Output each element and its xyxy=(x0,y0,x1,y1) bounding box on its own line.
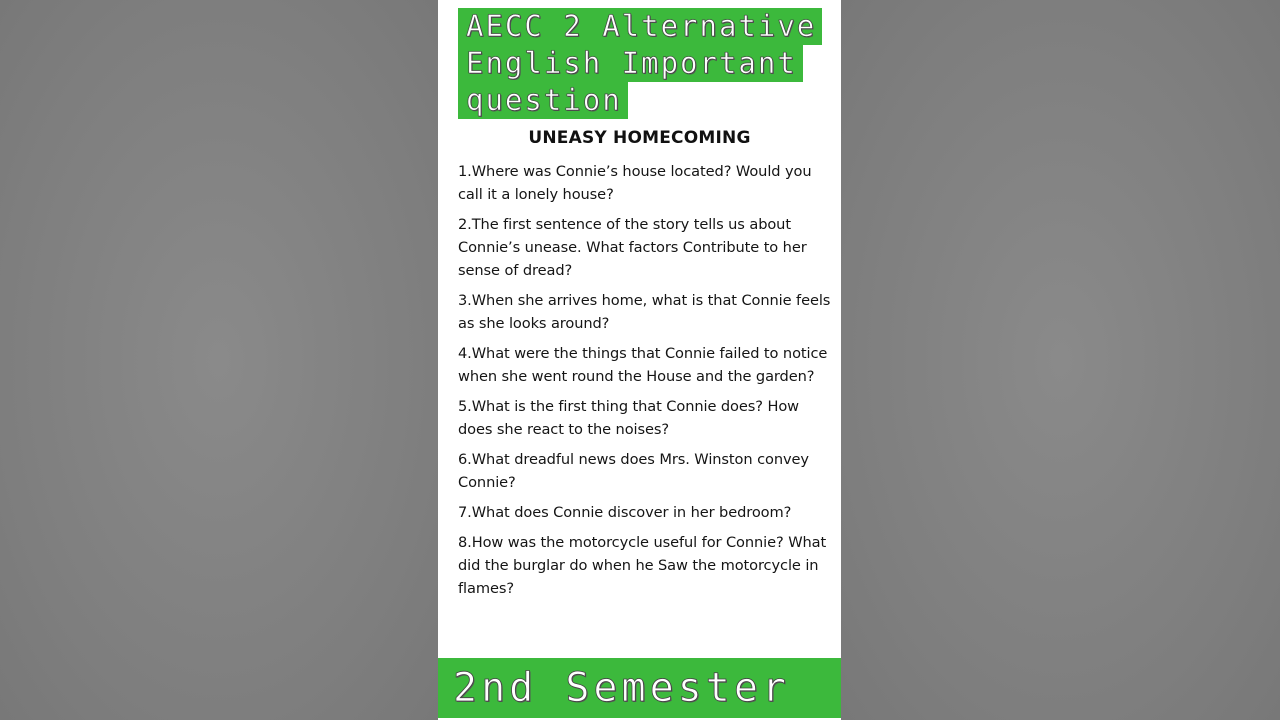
question-item-4: 4.What were the things that Connie failed to notice when she went round the House and the garden? xyxy=(458,345,828,385)
question-item-8: 8.How was the motorcycle useful for Connie? What did the burglar do when he Saw the motorcycle in flames? xyxy=(458,534,827,597)
question-item-2: 2.The first sentence of the story tells us about Connie’s unease. What factors Contribute to her sense of dread? xyxy=(458,216,807,279)
title-line-2: English Important xyxy=(458,45,803,82)
background-right xyxy=(841,0,1280,720)
title-banner xyxy=(458,8,840,119)
semester-label: 2nd Semester xyxy=(453,665,790,711)
background-left xyxy=(0,0,438,720)
document-heading: UNEASY HOMECOMING xyxy=(528,128,751,148)
document-page xyxy=(438,0,841,720)
footer-banner xyxy=(438,658,841,718)
title-line-1: AECC 2 Alternative xyxy=(458,8,822,45)
question-item-5: 5.What is the first thing that Connie does? How does she react to the noises? xyxy=(458,398,799,438)
title-line-3: question xyxy=(458,82,628,119)
question-item-3: 3.When she arrives home, what is that Connie feels as she looks around? xyxy=(458,292,831,332)
question-item-7: 7.What does Connie discover in her bedroom? xyxy=(458,504,792,521)
question-item-1: 1.Where was Connie’s house located? Would you call it a lonely house? xyxy=(458,163,812,203)
question-item-6: 6.What dreadful news does Mrs. Winston convey Connie? xyxy=(458,451,809,491)
question-list xyxy=(458,160,836,607)
